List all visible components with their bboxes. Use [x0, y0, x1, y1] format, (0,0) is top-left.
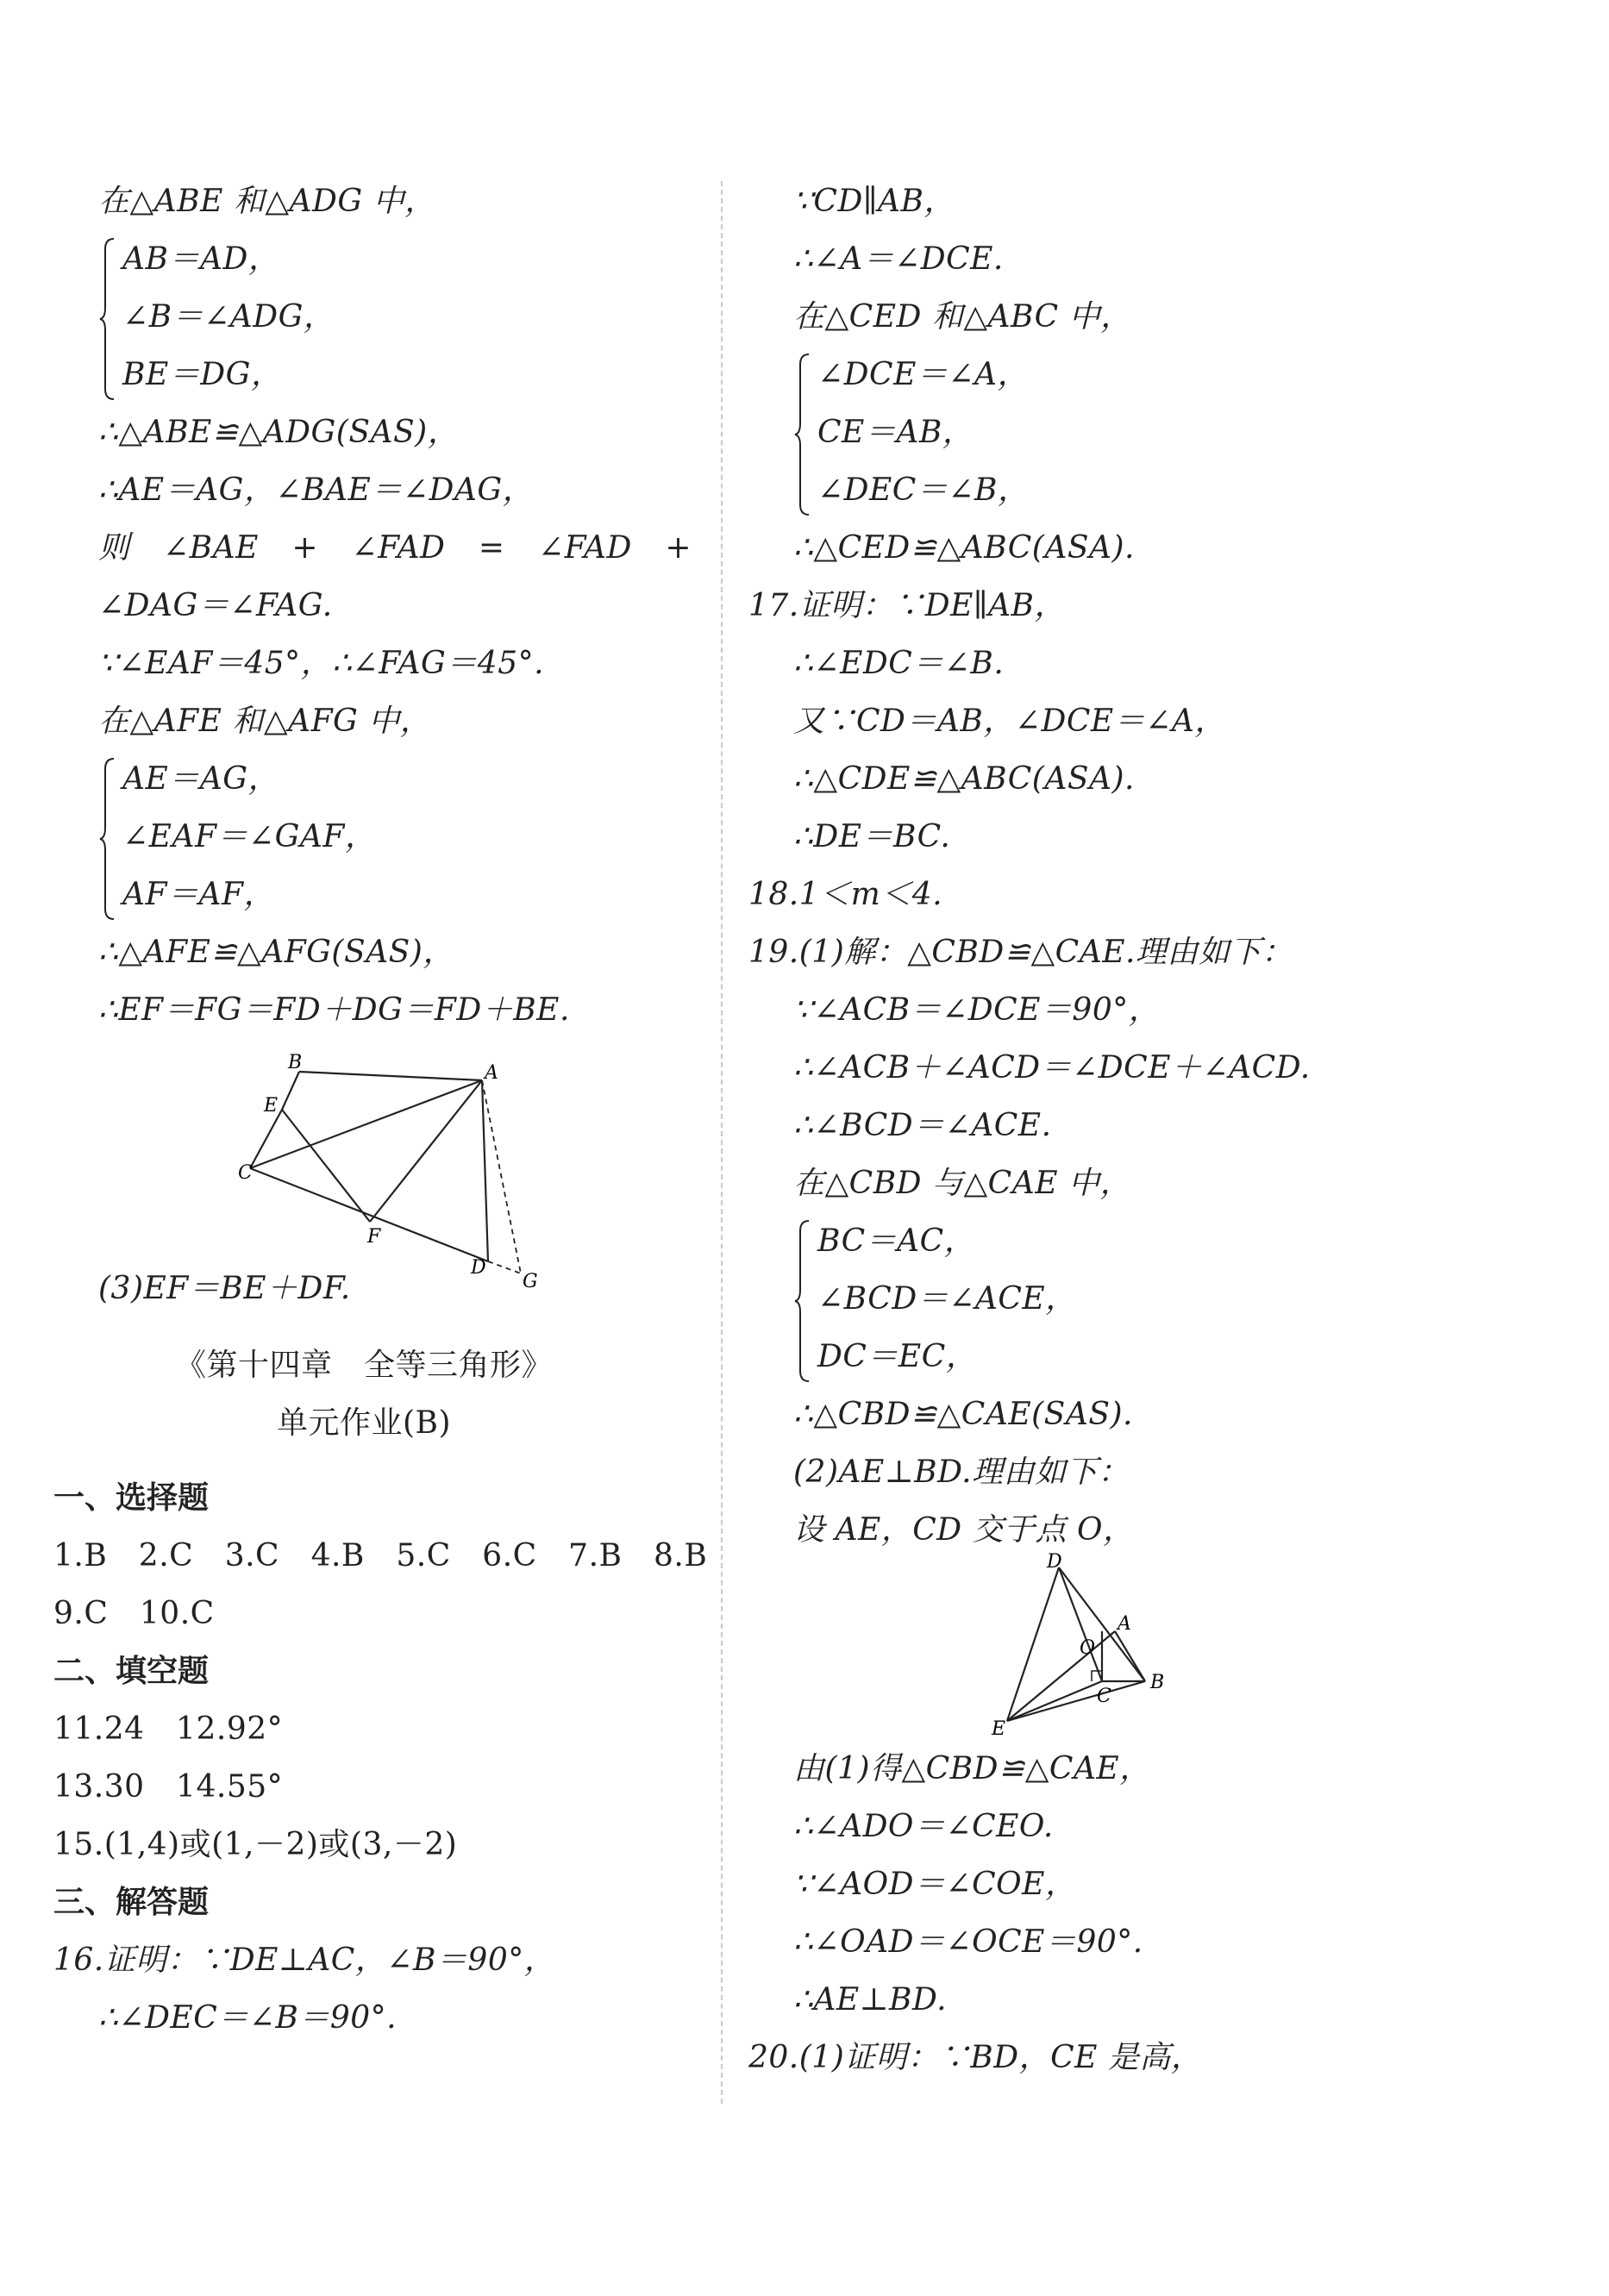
text-line: 16.证明：∵DE⊥AC，∠B＝90°，: [53, 1943, 556, 1978]
label-A: A: [485, 1062, 498, 1084]
system-line: AE＝AG，: [122, 761, 280, 797]
equation-system: [53, 750, 709, 923]
system-line: DC＝EC，: [817, 1339, 978, 1374]
chapter-title: 《第十四章 全等三角形》: [174, 1348, 553, 1383]
text-line: ∵∠ACB＝∠DCE＝90°，: [793, 992, 1161, 1028]
system-line: ∠DCE＝∠A，: [817, 357, 1030, 392]
text-line: 在△AFE 和△AFG 中，: [98, 704, 432, 739]
text-line: ∵CD∥AB，: [793, 184, 955, 219]
label-D: D: [471, 1257, 486, 1279]
word: ∠FAD: [351, 530, 446, 566]
text-line: 19.(1)解：△CBD≌△CAE.理由如下：: [748, 935, 1293, 970]
text-line: ∴△CDE≌△ABC(ASA).: [793, 761, 1135, 797]
text-line: ∴△CBD≌△CAE(SAS).: [793, 1397, 1133, 1432]
left-brace-icon: [98, 230, 117, 404]
label-C: C: [238, 1162, 253, 1184]
text-line: (2)AE⊥BD.理由如下：: [793, 1455, 1130, 1490]
system-line: ∠EAF＝∠GAF，: [122, 819, 377, 854]
label-E: E: [264, 1095, 279, 1117]
text-line: 在△ABE 和△ADG 中，: [98, 184, 436, 219]
section-heading: 三、解答题: [53, 1885, 210, 1920]
text-line: 18.1＜m＜4.: [748, 877, 943, 912]
text-line: ∴AE⊥BD.: [793, 1982, 948, 2018]
text-line: ∴∠BCD＝∠ACE.: [793, 1108, 1052, 1143]
text-line: ∵∠AOD＝∠COE，: [793, 1867, 1077, 1902]
system-line: BC＝AC，: [817, 1223, 976, 1259]
label-B: B: [1150, 1672, 1165, 1693]
text-line: ∴△AFE≌△AFG(SAS)，: [98, 935, 454, 970]
system-line: ∠DEC＝∠B，: [817, 472, 1030, 508]
word: 则: [98, 530, 130, 566]
text-line: ∴EF＝FG＝FD＋DG＝FD＋BE.: [98, 992, 570, 1028]
label-B: B: [288, 1052, 303, 1073]
system-line: ∠BCD＝∠ACE，: [817, 1281, 1077, 1317]
label-A: A: [1118, 1613, 1131, 1635]
system-line: CE＝AB，: [817, 415, 974, 450]
section-heading: 一、选择题: [53, 1480, 210, 1516]
word: +: [665, 530, 692, 566]
system-line: ∠B＝∠ADG，: [122, 299, 335, 335]
text-line: ∴∠EDC＝∠B.: [793, 646, 1005, 681]
label-C: C: [1097, 1686, 1111, 1707]
left-brace-icon: [98, 750, 117, 923]
text-line: (3)EF＝BE＋DF.: [98, 1271, 351, 1306]
text-line: ∵∠EAF＝45°，∴∠FAG＝45°.: [98, 646, 545, 681]
left-brace-icon: [793, 1212, 812, 1386]
system-line: AB＝AD，: [122, 241, 280, 277]
text-line: 17.证明：∵DE∥AB，: [748, 588, 1066, 623]
text-line: ∴∠ACB＋∠ACD＝∠DCE＋∠ACD.: [793, 1050, 1311, 1085]
text-line: ∴∠DEC＝∠B＝90°.: [98, 2000, 398, 2036]
equation-system: [748, 346, 1559, 519]
word: ∠FAD: [537, 530, 632, 566]
geometry-figure-2: [748, 1551, 1559, 1740]
answer-line: 11.24 12.92°: [53, 1711, 284, 1747]
left-column: [53, 172, 709, 2047]
text-line: 由(1)得△CBD≌△CAE，: [793, 1751, 1151, 1786]
equation-system: [748, 1212, 1559, 1386]
label-E: E: [992, 1718, 1006, 1740]
answer-line: 13.30 14.55°: [53, 1769, 284, 1805]
text-line-justified: [53, 519, 709, 577]
label-D: D: [1047, 1551, 1062, 1573]
right-column: [748, 172, 1559, 2086]
text-line: ∴DE＝BC.: [793, 819, 951, 854]
label-O: O: [1080, 1637, 1096, 1659]
text-line: 20.(1)证明：∵BD，CE 是高，: [748, 2040, 1203, 2075]
text-line: ∴△ABE≌△ADG(SAS)，: [98, 415, 460, 450]
text-line: ∴∠ADO＝∠CEO.: [793, 1809, 1054, 1844]
text-line: 又∵CD＝AB，∠DCE＝∠A，: [793, 704, 1226, 739]
answer-line: 9.C 10.C: [53, 1596, 215, 1631]
answer-line: 1.B 2.C 3.C 4.B 5.C 6.C 7.B 8.B: [53, 1538, 708, 1573]
word: +: [291, 530, 319, 566]
text-line: ∴△CED≌△ABC(ASA).: [793, 530, 1135, 566]
text-line: 设 AE，CD 交于点 O，: [793, 1512, 1135, 1548]
left-brace-icon: [793, 346, 812, 519]
answer-line: 15.(1,4)或(1,－2)或(3,－2): [53, 1827, 458, 1862]
text-line: ∴∠A＝∠DCE.: [793, 241, 1004, 277]
text-line: 在△CBD 与△CAE 中，: [793, 1166, 1131, 1201]
triangle-diagram: [748, 1551, 1559, 1740]
text-line: ∴∠OAD＝∠OCE＝90°.: [793, 1924, 1143, 1960]
word: =: [478, 530, 505, 566]
unit-title: 单元作业(B): [276, 1405, 452, 1441]
label-F: F: [367, 1226, 381, 1248]
system-line: AF＝AF，: [122, 877, 275, 912]
system-line: BE＝DG，: [122, 357, 283, 392]
word: ∠BAE: [162, 530, 259, 566]
label-G: G: [523, 1271, 538, 1292]
section-heading: 二、填空题: [53, 1654, 210, 1689]
column-divider: [721, 181, 723, 2104]
text-line: 在△CED 和△ABC 中，: [793, 299, 1132, 335]
text-line: ∴AE＝AG，∠BAE＝∠DAG，: [98, 472, 535, 508]
text-line: ∠DAG＝∠FAG.: [98, 588, 333, 623]
equation-system: [53, 230, 709, 404]
